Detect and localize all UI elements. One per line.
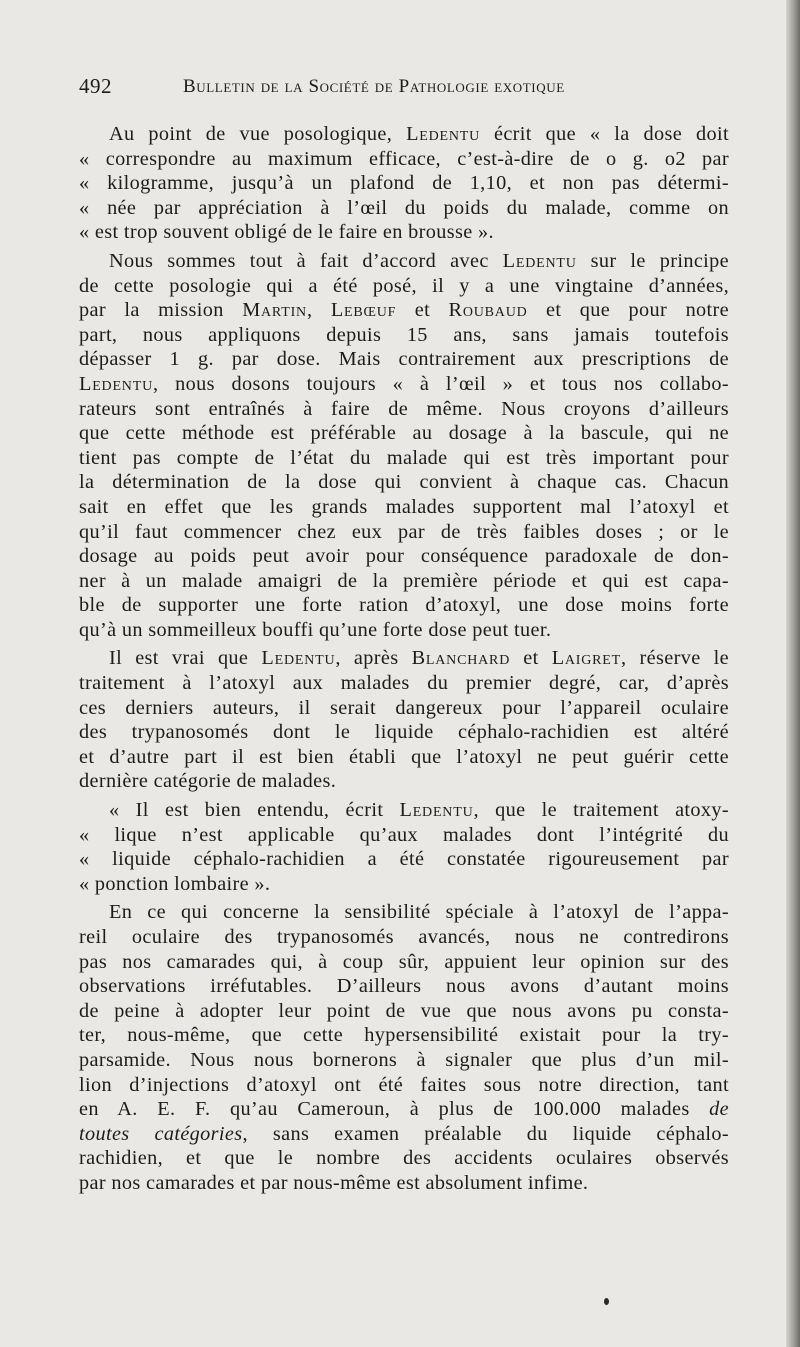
author-name: Laigret — [551, 647, 622, 670]
text-line: reil oculaire des trypanosomés avancés, nous ne contredirons — [79, 926, 729, 948]
text-line: que cette méthode est préférable au dosage à la bascule, qui ne — [79, 422, 729, 445]
text-line: rateurs sont entraînés à faire de même. Nous croyons d’ailleurs — [79, 397, 729, 420]
author-name: Martin — [242, 299, 307, 322]
text-line: Il est vrai que Ledentu, après Blanchard et Laigret, réserve le — [109, 647, 729, 670]
text-line: qu’à un sommeilleux bouffi qu’une forte dose peut tuer. — [79, 618, 552, 641]
text-line: toutes catégories, sans examen préalable du liquide céphalo- — [79, 1122, 729, 1145]
text-line: ces derniers auteurs, il serait dangereux pour l’appareil oculaire — [79, 696, 729, 719]
text-line: « liquide céphalo-rachidien a été constatée rigoureusement par — [79, 848, 729, 871]
text-line: pas nos camarades qui, à coup sûr, appuient leur opinion sur des — [79, 950, 729, 973]
paragraph — [79, 798, 729, 896]
text-line: Au point de vue posologique, Ledentu écrit que « la dose doit — [109, 123, 729, 145]
author-name: Ledentu — [502, 249, 577, 272]
text-line: part, nous appliquons depuis 15 ans, sans jamais toutefois — [79, 323, 729, 346]
text-line: en A. E. F. qu’au Cameroun, à plus de 100.000 malades de — [79, 1098, 729, 1121]
text-line: par nos camarades et par nous-même est absolument infime. — [79, 1171, 589, 1194]
author-name: Roubaud — [448, 299, 528, 322]
text-line: de peine à adopter leur point de vue que nous avons pu consta- — [79, 999, 729, 1022]
author-name: Blanchard — [411, 647, 511, 670]
paragraph — [79, 646, 729, 794]
text-line: « kilogramme, jusqu’à un plafond de 1,10, et non pas détermi- — [79, 172, 729, 195]
text-line: Ledentu, nous dosons toujours « à l’œil » et tous nos collabo- — [79, 372, 729, 395]
text-line: et d’autre part il est bien établi que l’atoxyl ne peut guérir cette — [79, 745, 729, 768]
paragraph — [79, 122, 729, 245]
text-line: ter, nous-même, que cette hypersensibilité existait pour la try- — [79, 1024, 729, 1047]
text-line: dernière catégorie de malades. — [79, 770, 337, 793]
body-text — [79, 122, 729, 1200]
text-line: ner à un malade amaigri de la première période et qui est capa- — [79, 569, 729, 592]
text-line: la détermination de la dose qui convient à chaque cas. Chacun — [79, 471, 729, 494]
italic-text: de — [709, 1098, 729, 1121]
page-header — [79, 74, 729, 104]
author-name: Lebœuf — [330, 299, 397, 322]
text-line: dépasser 1 g. par dose. Mais contrairement aux prescriptions de — [79, 348, 729, 371]
page-edge-shadow — [786, 0, 800, 1347]
text-line: « née par appréciation à l’œil du poids du malade, comme on — [79, 196, 729, 219]
text-line: rachidien, et que le nombre des accidents oculaires observés — [79, 1147, 729, 1170]
text-line: Nous sommes tout à fait d’accord avec Ledentu sur le principe — [109, 249, 729, 272]
text-line: parsamide. Nous nous bornerons à signaler que plus d’un mil- — [79, 1048, 729, 1071]
text-line: « lique n’est applicable qu’aux malades dont l’intégrité du — [79, 823, 729, 846]
text-line: qu’il faut commencer chez eux par de très faibles doses ; or le — [79, 520, 729, 543]
text-line: dosage au poids peut avoir pour conséquence paradoxale de don- — [79, 545, 729, 568]
text-line: traitement à l’atoxyl aux malades du premier degré, car, d’après — [79, 672, 729, 695]
paragraph — [79, 249, 729, 643]
text-line: « ponction lombaire ». — [79, 872, 271, 895]
paragraph — [79, 900, 729, 1195]
text-line: lion d’injections d’atoxyl ont été faites sous notre direction, tant — [79, 1073, 729, 1096]
text-line: En ce qui concerne la sensibilité spéciale à l’atoxyl de l’appa- — [109, 901, 729, 924]
text-line: « est trop souvent obligé de le faire en brousse ». — [79, 221, 494, 244]
text-line: « Il est bien entendu, écrit Ledentu, que le traitement atoxy- — [109, 799, 729, 822]
text-line: observations irréfutables. D’ailleurs nous avons d’autant moins — [79, 975, 729, 998]
author-name: Ledentu — [261, 647, 336, 670]
text-line: « correspondre au maximum efficace, c’est-à-dire de o g. o2 par — [79, 147, 729, 170]
running-title: Bulletin de la Société de Pathologie exotique — [183, 76, 565, 97]
author-name: Ledentu — [79, 372, 153, 395]
page-number: 492 — [79, 74, 112, 98]
italic-text: toutes catégories — [79, 1122, 243, 1145]
text-line: ble de supporter une forte ration d’atoxyl, une dose moins forte — [79, 594, 729, 617]
text-line: tient pas compte de l’état du malade qui est très important pour — [79, 446, 729, 469]
author-name: Ledentu — [406, 123, 481, 145]
text-line: par la mission Martin, Lebœuf et Roubaud et que pour notre — [79, 299, 729, 322]
ink-speck — [604, 1298, 609, 1305]
text-line: sait en effet que les grands malades supportent mal l’atoxyl et — [79, 495, 729, 518]
text-line: de cette posologie qui a été posé, il y a une vingtaine d’années, — [79, 274, 729, 297]
text-line: des trypanosomés dont le liquide céphalo-rachidien est altéré — [79, 721, 729, 744]
author-name: Ledentu — [399, 799, 474, 822]
